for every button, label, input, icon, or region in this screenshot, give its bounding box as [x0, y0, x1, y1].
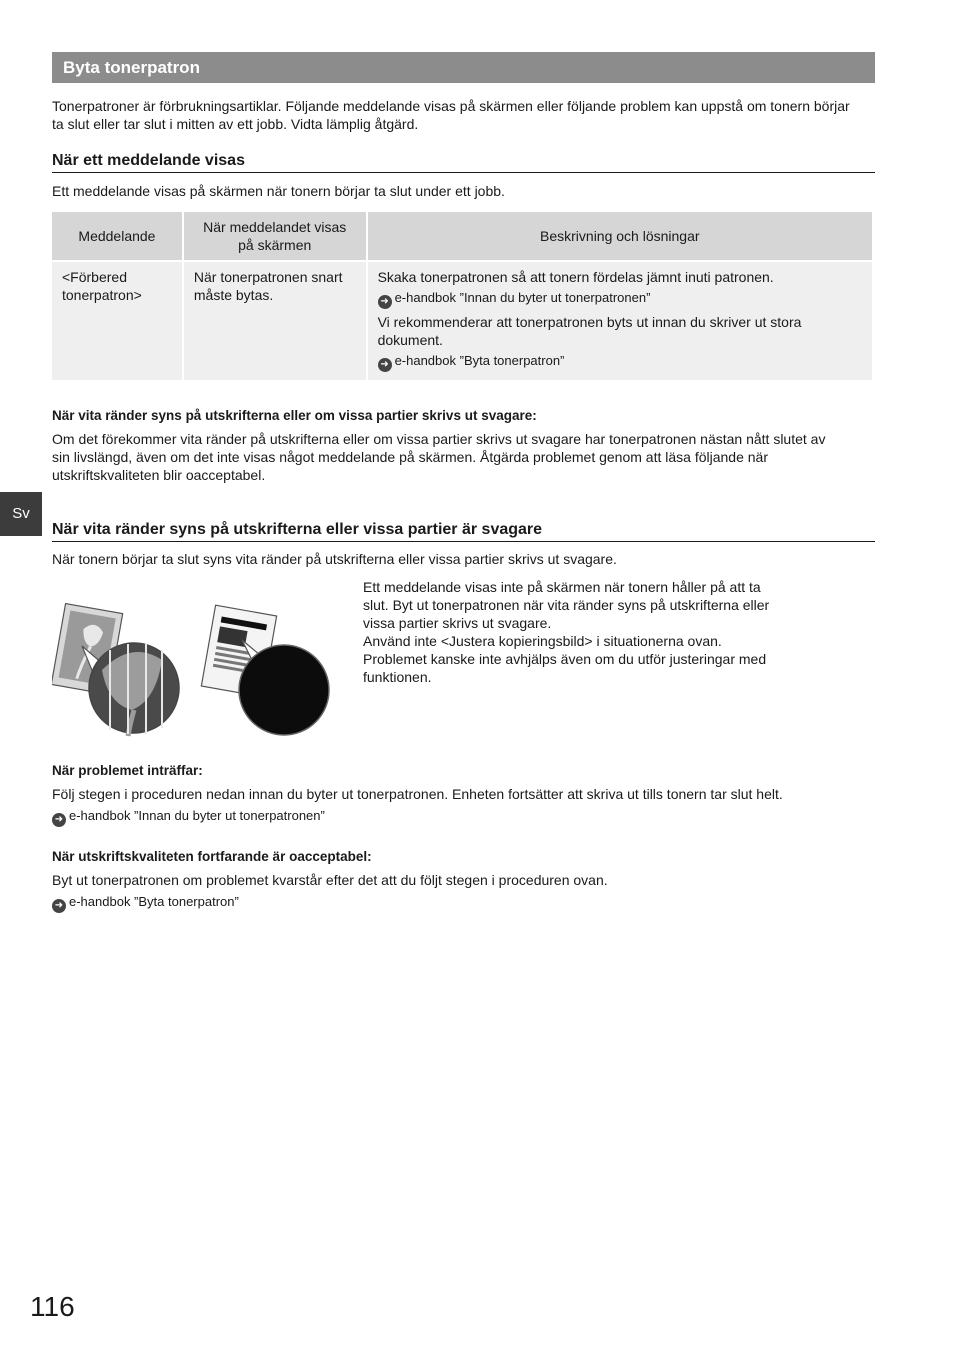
manual-reference: ➜ e-handbok ”Byta tonerpatron” [52, 893, 239, 913]
table-cell-description [368, 260, 872, 380]
manual-reference: ➜ e-handbok ”Innan du byter ut tonerpatronen” [52, 807, 325, 827]
streak-section-heading: När vita ränder syns på utskrifterna eller vissa partier är svagare [52, 520, 875, 542]
table-header-row [52, 212, 872, 260]
section-title-bar [52, 52, 875, 83]
streak-side-text: Ett meddelande visas inte på skärmen när tonern håller på att ta slut. Byt ut tonerpatronen när vita ränder syns på utskrifterna eller vissa partier skrivs ut svagare. Använd inte <Justera kopieringsbild> i situationerna ovan. Problemet kanske inte avhjälps även om du utför justeringar med funktionen. [363, 579, 770, 685]
still-bad-heading: När utskriftskvaliteten fortfarande är oacceptabel: [52, 849, 372, 864]
table-header: När meddelandet visas på skärmen [184, 212, 366, 260]
arrow-circle-icon: ➜ [52, 813, 66, 827]
manual-reference: ➜ e-handbok ”Byta tonerpatron” [378, 352, 862, 372]
message-table [50, 212, 874, 380]
streak-illustration [52, 600, 334, 740]
arrow-circle-icon: ➜ [378, 295, 392, 309]
occurs-heading: När problemet inträffar: [52, 763, 203, 778]
white-streaks-text: Om det förekommer vita ränder på utskrifterna eller om vissa partier skrivs ut svagare har tonerpatronen nästan nått slutet av sin livslängd, även om det inte visas något meddelande på skärmen. Åtgärda problemet genom att läsa följande när utskriftskvaliteten blir oacceptabel. [52, 431, 826, 483]
table-cell-message: <Förbered tonerpatron> [52, 260, 182, 380]
msg-section-heading: När ett meddelande visas [52, 151, 875, 173]
document-magnifier-image [239, 640, 329, 735]
table-header: Beskrivning och lösningar [368, 212, 872, 260]
white-streaks-heading: När vita ränder syns på utskrifterna eller om vissa partier skrivs ut svagare: [52, 408, 537, 423]
table-cell-when: När tonerpatronen snart måste bytas. [184, 260, 366, 380]
section-title: Byta tonerpatron [63, 58, 200, 77]
occurs-text: Följ stegen i proceduren nedan innan du byter ut tonerpatronen. Enheten fortsätter att skriva ut tills tonern tar slut helt. [52, 786, 783, 802]
language-tab: Sv [0, 492, 42, 536]
arrow-circle-icon: ➜ [378, 358, 392, 372]
still-bad-text: Byt ut tonerpatronen om problemet kvarstår efter det att du följt stegen i proceduren ovan. [52, 872, 608, 888]
description-line: Vi rekommenderar att tonerpatronen byts ut innan du skriver ut stora dokument. [377, 314, 802, 348]
page-number: 116 [30, 1291, 75, 1322]
description-line: Skaka tonerpatronen så att tonern fördelas jämnt inuti patronen. [377, 269, 774, 285]
arrow-circle-icon: ➜ [52, 899, 66, 913]
table-row [52, 260, 872, 380]
table-header: Meddelande [52, 212, 182, 260]
manual-reference: ➜ e-handbok ”Innan du byter ut tonerpatronen” [378, 289, 862, 309]
streak-section-text: När tonern börjar ta slut syns vita ränder på utskrifterna eller vissa partier skrivs ut svagare. [52, 551, 617, 567]
msg-section-text: Ett meddelande visas på skärmen när tonern börjar ta slut under ett jobb. [52, 183, 505, 199]
intro-text: Tonerpatroner är förbrukningsartiklar. Följande meddelande visas på skärmen eller följande problem kan uppstå om tonern börjar ta slut eller tar slut i mitten av ett jobb. Vidta lämplig åtgärd. [52, 98, 850, 132]
